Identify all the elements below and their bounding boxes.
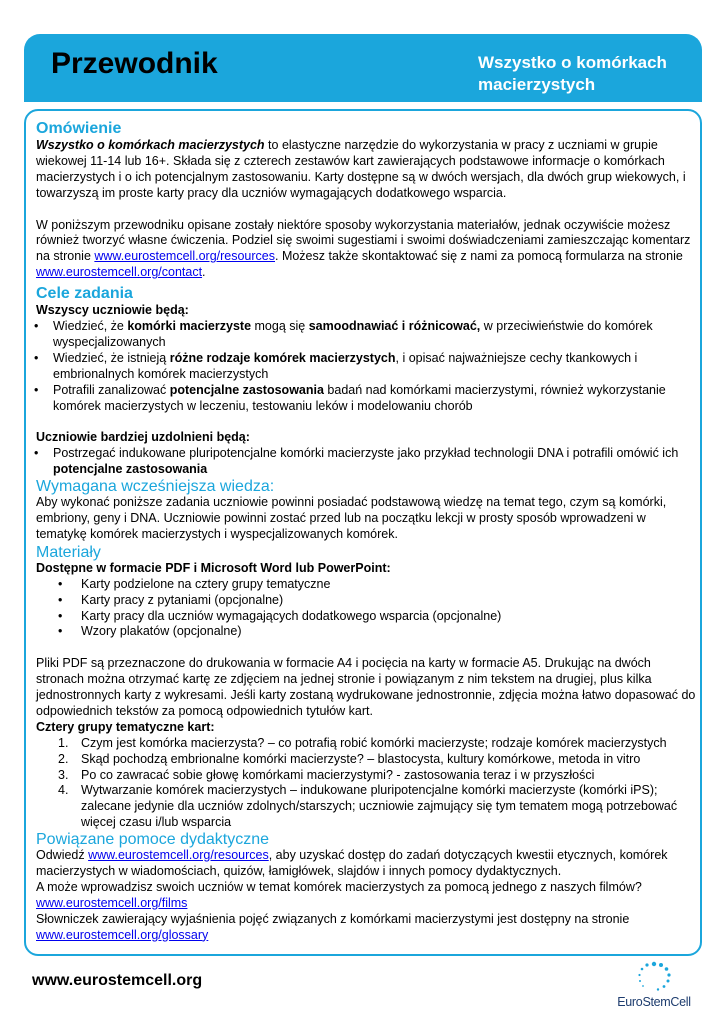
list-item: • Karty pracy dla uczniów wymagających dodatkowego wsparcia (opcjonalne) [58,609,696,625]
related-heading: Powiązane pomoce dydaktyczne [36,831,270,849]
materials-heading: Materiały [36,543,101,561]
logo-wordmark: EuroStemCell [617,995,691,1009]
all-students-label: Wszyscy uczniowie będą: [36,303,189,318]
related-resources-text: Odwiedź www.eurostemcell.org/resources, aby uzyskać dostęp do zadań dotyczących kwestii etycznych, komórek macierzystych w wiadomościach, quizów, łamigłówek, slajdów i innych pomocy dydaktycznych. [36,848,668,879]
footer-website[interactable]: www.eurostemcell.org [32,972,203,989]
films-link[interactable]: www.eurostemcell.org/films [36,895,188,910]
overview-paragraph-2: W poniższym przewodniku opisane zostały niektóre sposoby wykorzystania materiałów, jednak oczywiście możesz również tworzyć własne ćwiczenia. Podziel się swoimi sugestiami i swoimi doświadczeniami zamieszczając komentarz na stronie www.eurostemcell.org/resources. Możesz także skontaktować się z nami za pomocą formularza na stronie www.eurostemcell.org/contact. [36,217,691,280]
groups-list [58,736,696,831]
content-body [36,119,696,944]
resources-link[interactable]: www.eurostemcell.org/resources [94,249,275,264]
list-item: • Wzory plakatów (opcjonalne) [58,624,696,640]
glossary-link[interactable]: www.eurostemcell.org/glossary [36,927,209,942]
document-title: Przewodnik [51,47,218,80]
list-item: 2. Skąd pochodzą embrionalne komórki macierzyste? – blastocysta, kultury komórkowe, metoda in vitro [58,751,641,766]
contact-link[interactable]: www.eurostemcell.org/contact [36,265,203,280]
goals-heading: Cele zadania [36,285,133,303]
list-item: • Wiedzieć, że komórki macierzyste mogą się samoodnawiać i różnicować, w przeciwieństwie do komórek wyspecjalizowanych [34,319,696,351]
list-item: • Potrafili zanalizować potencjalne zastosowania badań nad komórkami macierzystymi, również wykorzystanie komórek macierzystych w leczeniu, testowaniu leków i modelowaniu chorób [34,383,696,415]
list-item: 4. Wytwarzanie komórek macierzystych – indukowane pluripotencjalne komórki macierzyste (komórki iPS); zalecane jedynie dla uczniów zdolnych/starszych; uczniowie zajmujący się tym tematem mogą potrzebować więcej czasu i/lub wsparcia [58,783,678,830]
list-item: • Karty podzielone na cztery grupy tematyczne [58,577,696,593]
prior-knowledge-text: Aby wykonać poniższe zadania uczniowie powinni posiadać podstawową wiedzę na temat tego, czym są komórki, embriony, geny i DNA. Uczniowie powinni zostać przed lub na początku lekcji w prosty sposób wprowadzeni w tematykę komórek macierzystych i wyspecjalizowanych komórek. [36,495,667,541]
glossary-text: Słowniczek zawierający wyjaśnienia pojęć związanych z komórkami macierzystymi jest dostępny na stronie [36,911,630,926]
films-text: A może wprowadzisz swoich uczniów w temat komórek macierzystych za pomocą jednego z naszych filmów? [36,880,642,895]
eurostemcell-logo [604,960,704,1010]
list-item: 1. Czym jest komórka macierzysta? – co potrafią robić komórki macierzyste; rodzaje komórek macierzystych [58,735,667,750]
prior-knowledge-heading: Wymagana wcześniejsza wiedza: [36,478,275,496]
header-banner [24,34,702,102]
pdf-info-text: Pliki PDF są przeznaczone do drukowania w formacie A4 i pocięcia na karty w formacie A5. Drukując na dwóch stronach można otrzymać kartę ze zdjęciem na jednej stronie i powiązanym z nim tekstem na drugiej, plus kilka jednostronnych karty z wykresami. Jeśli karty zostaną wydrukowane jednostronnie, zdjęcia można łatwo dopasować do odpowiednich tekstów za pomocą odpowiednich tytułów kart. [36,656,696,718]
advanced-students-label: Uczniowie bardziej uzdolnieni będą: [36,430,250,445]
overview-heading: Omówienie [36,120,122,137]
advanced-goals-list [34,446,696,478]
formats-label: Dostępne w formacie PDF i Microsoft Word lub PowerPoint: [36,560,391,575]
list-item: • Postrzegać indukowane pluripotencjalne komórki macierzyste jako przykład technologii DNA i potrafili omówić ich potencjalne zastosowania [34,446,696,478]
list-item: • Karty pracy z pytaniami (opcjonalne) [58,593,696,609]
list-item: • Wiedzieć, że istnieją różne rodzaje komórek macierzystych, i opisać najważniejsze cechy tkankowych i embrionalnych komórek macierzystych [34,351,696,383]
list-item: 3. Po co zawracać sobie głowę komórkami macierzystymi? - zastosowania teraz i w przyszłości [58,767,595,782]
goals-list [34,319,696,414]
logo-dots-icon [604,960,704,996]
groups-label: Cztery grupy tematyczne kart: [36,719,215,734]
materials-list [58,577,696,641]
overview-paragraph-1: Wszystko o komórkach macierzystych to elastyczne narzędzie do wykorzystania w pracy z uczniami w grupie wiekowej 11-14 lub 16+. Składa się z czterech zestawów kart zawierających podstawowe informacje o komórkach macierzystych i o ich potencjalnym zastosowaniu. Karty dostępne są w dwóch wersjach, dla dwóch grup wiekowych, i towarzyszą im proste karty pracy dla uczniów wymagających dodatkowego wsparcia. [36,138,686,200]
resources-link[interactable]: www.eurostemcell.org/resources [88,848,269,863]
document-subtitle: Wszystko o komórkach macierzystych [478,53,667,94]
